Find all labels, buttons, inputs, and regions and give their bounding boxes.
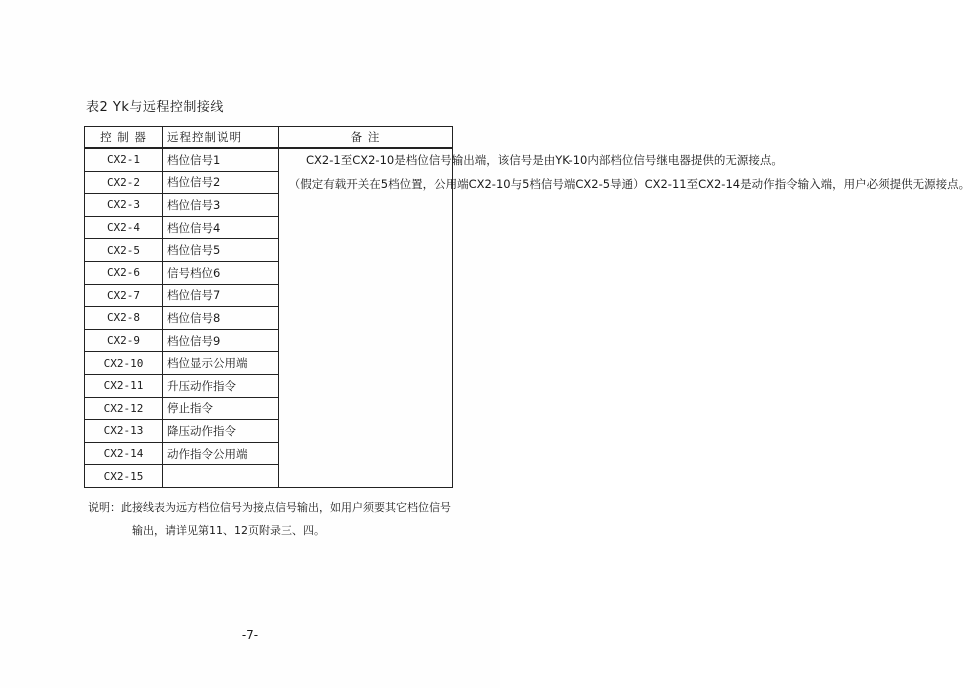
terminal-cell: CX2-8 [85, 307, 163, 330]
description-cell: 档位显示公用端 [163, 352, 279, 375]
description-cell: 停止指令 [163, 397, 279, 420]
remarks-cell [279, 148, 970, 487]
terminal-cell: CX2-5 [85, 239, 163, 262]
page-number: -7- [241, 628, 259, 642]
terminal-cell: CX2-2 [85, 171, 163, 194]
remarks-paragraph-2: （假定有载开关在5档位置，公用端CX2-10与5档信号端CX2-5导通）CX2-11至CX2-14是动作指令输入端，用户必须提供无源接点。 [288, 176, 970, 191]
description-cell [163, 465, 279, 488]
terminal-cell: CX2-4 [85, 216, 163, 239]
table-row [85, 148, 453, 171]
wiring-table [84, 126, 970, 488]
terminal-cell: CX2-7 [85, 284, 163, 307]
terminal-cell: CX2-10 [85, 352, 163, 375]
description-cell: 降压动作指令 [163, 420, 279, 443]
table-header-row [85, 127, 453, 149]
terminal-cell: CX2-13 [85, 420, 163, 443]
header-remote-control: 远程控制说明 [163, 127, 279, 149]
footnote-line-1: 说明：此接线表为远方档位信号为接点信号输出，如用户须要其它档位信号 [88, 501, 451, 514]
description-cell: 档位信号7 [163, 284, 279, 307]
terminal-cell: CX2-6 [85, 261, 163, 284]
description-cell: 档位信号8 [163, 307, 279, 330]
description-cell: 档位信号2 [163, 171, 279, 194]
terminal-cell: CX2-12 [85, 397, 163, 420]
header-remarks: 备 注 [279, 127, 453, 149]
header-controller: 控 制 器 [85, 127, 163, 149]
table-caption: 表2 Yk与远程控制接线 [86, 100, 224, 115]
terminal-cell: CX2-15 [85, 465, 163, 488]
description-cell: 档位信号4 [163, 216, 279, 239]
description-cell: 档位信号3 [163, 194, 279, 217]
description-cell: 动作指令公用端 [163, 442, 279, 465]
description-cell: 档位信号5 [163, 239, 279, 262]
terminal-cell: CX2-14 [85, 442, 163, 465]
footnote-line-2: 输出，请详见第11、12页附录三、四。 [132, 524, 325, 537]
description-cell: 档位信号1 [163, 148, 279, 171]
description-cell: 信号档位6 [163, 261, 279, 284]
description-cell: 档位信号9 [163, 329, 279, 352]
terminal-cell: CX2-3 [85, 194, 163, 217]
terminal-cell: CX2-11 [85, 374, 163, 397]
terminal-cell: CX2-1 [85, 148, 163, 171]
terminal-cell: CX2-9 [85, 329, 163, 352]
remarks-paragraph-1: CX2-1至CX2-10是档位信号输出端，该信号是由YK-10内部档位信号继电器提供的无源接点。 [306, 153, 783, 167]
footnote [88, 496, 468, 542]
description-cell: 升压动作指令 [163, 374, 279, 397]
